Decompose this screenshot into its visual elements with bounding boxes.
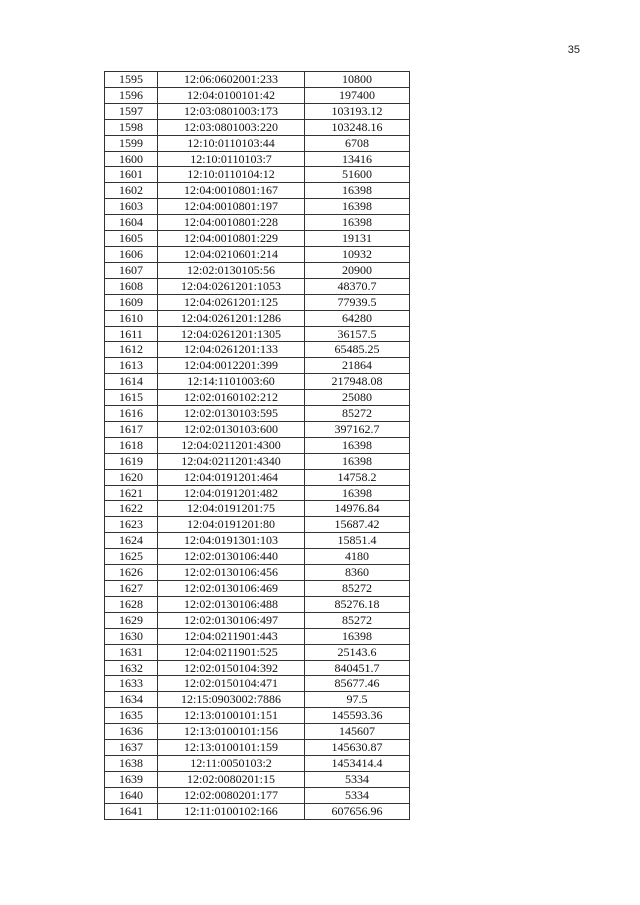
table-row <box>105 390 410 406</box>
row-number-cell: 1623 <box>105 517 158 533</box>
table-row <box>105 549 410 565</box>
table-row <box>105 660 410 676</box>
table-row <box>105 755 410 771</box>
row-number-cell: 1616 <box>105 406 158 422</box>
value-cell: 77939.5 <box>305 294 410 310</box>
table-row <box>105 135 410 151</box>
row-number-cell: 1600 <box>105 151 158 167</box>
cadastral-number-cell: 12:04:0211201:4300 <box>158 437 305 453</box>
value-cell: 64280 <box>305 310 410 326</box>
row-number-cell: 1621 <box>105 485 158 501</box>
row-number-cell: 1618 <box>105 437 158 453</box>
cadastral-number-cell: 12:03:0801003:220 <box>158 119 305 135</box>
value-cell: 15687.42 <box>305 517 410 533</box>
cadastral-number-cell: 12:02:0130106:456 <box>158 565 305 581</box>
table-row <box>105 87 410 103</box>
cadastral-number-cell: 12:10:0110103:44 <box>158 135 305 151</box>
value-cell: 16398 <box>305 485 410 501</box>
cadastral-number-cell: 12:02:0080201:177 <box>158 787 305 803</box>
row-number-cell: 1614 <box>105 374 158 390</box>
value-cell: 85272 <box>305 612 410 628</box>
cadastral-number-cell: 12:04:0211901:443 <box>158 628 305 644</box>
cadastral-number-cell: 12:15:0903002:7886 <box>158 692 305 708</box>
value-cell: 20900 <box>305 262 410 278</box>
value-cell: 607656.96 <box>305 803 410 819</box>
cadastral-number-cell: 12:10:0110103:7 <box>158 151 305 167</box>
row-number-cell: 1628 <box>105 596 158 612</box>
value-cell: 16398 <box>305 183 410 199</box>
row-number-cell: 1605 <box>105 231 158 247</box>
value-cell: 65485.25 <box>305 342 410 358</box>
row-number-cell: 1633 <box>105 676 158 692</box>
table-row <box>105 596 410 612</box>
table-row <box>105 485 410 501</box>
row-number-cell: 1624 <box>105 533 158 549</box>
value-cell: 840451.7 <box>305 660 410 676</box>
row-number-cell: 1636 <box>105 724 158 740</box>
value-cell: 145593.36 <box>305 708 410 724</box>
table-row <box>105 358 410 374</box>
table-row <box>105 231 410 247</box>
cadastral-number-cell: 12:11:0050103:2 <box>158 755 305 771</box>
row-number-cell: 1608 <box>105 278 158 294</box>
value-cell: 85272 <box>305 581 410 597</box>
value-cell: 5334 <box>305 771 410 787</box>
row-number-cell: 1598 <box>105 119 158 135</box>
value-cell: 103248.16 <box>305 119 410 135</box>
row-number-cell: 1641 <box>105 803 158 819</box>
table-row <box>105 803 410 819</box>
table-row <box>105 517 410 533</box>
row-number-cell: 1606 <box>105 246 158 262</box>
value-cell: 5334 <box>305 787 410 803</box>
cadastral-number-cell: 12:04:0261201:1305 <box>158 326 305 342</box>
cadastral-number-cell: 12:13:0100101:156 <box>158 724 305 740</box>
table-row <box>105 581 410 597</box>
value-cell: 197400 <box>305 87 410 103</box>
value-cell: 13416 <box>305 151 410 167</box>
cadastral-number-cell: 12:02:0130106:497 <box>158 612 305 628</box>
table-row <box>105 246 410 262</box>
value-cell: 36157.5 <box>305 326 410 342</box>
value-cell: 25080 <box>305 390 410 406</box>
table-row <box>105 374 410 390</box>
row-number-cell: 1622 <box>105 501 158 517</box>
table-row <box>105 72 410 88</box>
row-number-cell: 1612 <box>105 342 158 358</box>
row-number-cell: 1604 <box>105 215 158 231</box>
table-row <box>105 469 410 485</box>
value-cell: 10932 <box>305 246 410 262</box>
row-number-cell: 1610 <box>105 310 158 326</box>
table-row <box>105 406 410 422</box>
value-cell: 14976.84 <box>305 501 410 517</box>
cadastral-number-cell: 12:04:0010801:229 <box>158 231 305 247</box>
table-row <box>105 724 410 740</box>
value-cell: 16398 <box>305 437 410 453</box>
table-row <box>105 167 410 183</box>
row-number-cell: 1597 <box>105 103 158 119</box>
row-number-cell: 1602 <box>105 183 158 199</box>
table-row <box>105 692 410 708</box>
table-body <box>105 72 410 820</box>
row-number-cell: 1599 <box>105 135 158 151</box>
cadastral-number-cell: 12:13:0100101:159 <box>158 740 305 756</box>
cadastral-number-cell: 12:02:0080201:15 <box>158 771 305 787</box>
table-row <box>105 437 410 453</box>
table-row <box>105 787 410 803</box>
value-cell: 145607 <box>305 724 410 740</box>
value-cell: 51600 <box>305 167 410 183</box>
table-row <box>105 294 410 310</box>
cadastral-number-cell: 12:02:0130105:56 <box>158 262 305 278</box>
table-row <box>105 262 410 278</box>
cadastral-number-cell: 12:04:0191201:80 <box>158 517 305 533</box>
row-number-cell: 1619 <box>105 453 158 469</box>
row-number-cell: 1630 <box>105 628 158 644</box>
row-number-cell: 1627 <box>105 581 158 597</box>
table-row <box>105 421 410 437</box>
row-number-cell: 1632 <box>105 660 158 676</box>
cadastral-number-cell: 12:04:0261201:1286 <box>158 310 305 326</box>
cadastral-number-cell: 12:02:0130106:488 <box>158 596 305 612</box>
cadastral-number-cell: 12:02:0130103:595 <box>158 406 305 422</box>
cadastral-number-cell: 12:13:0100101:151 <box>158 708 305 724</box>
cadastral-number-cell: 12:04:0191301:103 <box>158 533 305 549</box>
value-cell: 8360 <box>305 565 410 581</box>
value-cell: 15851.4 <box>305 533 410 549</box>
cadastral-number-cell: 12:04:0010801:167 <box>158 183 305 199</box>
value-cell: 25143.6 <box>305 644 410 660</box>
row-number-cell: 1637 <box>105 740 158 756</box>
cadastral-number-cell: 12:04:0211901:525 <box>158 644 305 660</box>
cadastral-number-cell: 12:04:0261201:1053 <box>158 278 305 294</box>
row-number-cell: 1625 <box>105 549 158 565</box>
cadastral-number-cell: 12:06:0602001:233 <box>158 72 305 88</box>
cadastral-number-cell: 12:02:0160102:212 <box>158 390 305 406</box>
cadastral-number-cell: 12:02:0150104:392 <box>158 660 305 676</box>
cadastral-number-cell: 12:04:0191201:464 <box>158 469 305 485</box>
table-row <box>105 453 410 469</box>
cadastral-number-cell: 12:14:1101003:60 <box>158 374 305 390</box>
row-number-cell: 1638 <box>105 755 158 771</box>
table-row <box>105 151 410 167</box>
value-cell: 16398 <box>305 453 410 469</box>
row-number-cell: 1617 <box>105 421 158 437</box>
value-cell: 16398 <box>305 628 410 644</box>
cadastral-number-cell: 12:10:0110104:12 <box>158 167 305 183</box>
cadastral-number-cell: 12:04:0211201:4340 <box>158 453 305 469</box>
table-row <box>105 183 410 199</box>
value-cell: 397162.7 <box>305 421 410 437</box>
row-number-cell: 1626 <box>105 565 158 581</box>
value-cell: 16398 <box>305 199 410 215</box>
row-number-cell: 1607 <box>105 262 158 278</box>
value-cell: 85276.18 <box>305 596 410 612</box>
row-number-cell: 1631 <box>105 644 158 660</box>
cadastral-number-cell: 12:04:0010801:228 <box>158 215 305 231</box>
table-row <box>105 708 410 724</box>
table-row <box>105 119 410 135</box>
row-number-cell: 1613 <box>105 358 158 374</box>
table-row <box>105 342 410 358</box>
row-number-cell: 1601 <box>105 167 158 183</box>
row-number-cell: 1603 <box>105 199 158 215</box>
table-row <box>105 771 410 787</box>
value-cell: 103193.12 <box>305 103 410 119</box>
value-cell: 14758.2 <box>305 469 410 485</box>
table-row <box>105 310 410 326</box>
cadastral-number-cell: 12:02:0150104:471 <box>158 676 305 692</box>
row-number-cell: 1629 <box>105 612 158 628</box>
row-number-cell: 1634 <box>105 692 158 708</box>
row-number-cell: 1620 <box>105 469 158 485</box>
value-cell: 145630.87 <box>305 740 410 756</box>
value-cell: 217948.08 <box>305 374 410 390</box>
table-row <box>105 199 410 215</box>
table-row <box>105 676 410 692</box>
row-number-cell: 1609 <box>105 294 158 310</box>
value-cell: 1453414.4 <box>305 755 410 771</box>
table-row <box>105 565 410 581</box>
value-cell: 85272 <box>305 406 410 422</box>
page-number: 35 <box>567 44 580 56</box>
row-number-cell: 1615 <box>105 390 158 406</box>
value-cell: 16398 <box>305 215 410 231</box>
cadastral-number-cell: 12:03:0801003:173 <box>158 103 305 119</box>
cadastral-number-cell: 12:04:0100101:42 <box>158 87 305 103</box>
cadastral-number-cell: 12:04:0261201:133 <box>158 342 305 358</box>
value-cell: 6708 <box>305 135 410 151</box>
table-row <box>105 612 410 628</box>
data-table <box>104 71 410 820</box>
cadastral-number-cell: 12:04:0261201:125 <box>158 294 305 310</box>
row-number-cell: 1611 <box>105 326 158 342</box>
row-number-cell: 1635 <box>105 708 158 724</box>
value-cell: 10800 <box>305 72 410 88</box>
row-number-cell: 1639 <box>105 771 158 787</box>
value-cell: 4180 <box>305 549 410 565</box>
row-number-cell: 1640 <box>105 787 158 803</box>
table-row <box>105 533 410 549</box>
value-cell: 48370.7 <box>305 278 410 294</box>
table-row <box>105 740 410 756</box>
table-row <box>105 278 410 294</box>
cadastral-number-cell: 12:02:0130106:469 <box>158 581 305 597</box>
cadastral-number-cell: 12:04:0191201:75 <box>158 501 305 517</box>
table-row <box>105 103 410 119</box>
value-cell: 97.5 <box>305 692 410 708</box>
table-row <box>105 644 410 660</box>
row-number-cell: 1596 <box>105 87 158 103</box>
cadastral-number-cell: 12:04:0012201:399 <box>158 358 305 374</box>
cadastral-number-cell: 12:04:0191201:482 <box>158 485 305 501</box>
table-row <box>105 501 410 517</box>
row-number-cell: 1595 <box>105 72 158 88</box>
table-row <box>105 326 410 342</box>
table-row <box>105 628 410 644</box>
cadastral-number-cell: 12:11:0100102:166 <box>158 803 305 819</box>
cadastral-number-cell: 12:02:0130106:440 <box>158 549 305 565</box>
value-cell: 19131 <box>305 231 410 247</box>
cadastral-number-cell: 12:04:0210601:214 <box>158 246 305 262</box>
cadastral-number-cell: 12:04:0010801:197 <box>158 199 305 215</box>
table-row <box>105 215 410 231</box>
value-cell: 85677.46 <box>305 676 410 692</box>
cadastral-number-cell: 12:02:0130103:600 <box>158 421 305 437</box>
value-cell: 21864 <box>305 358 410 374</box>
